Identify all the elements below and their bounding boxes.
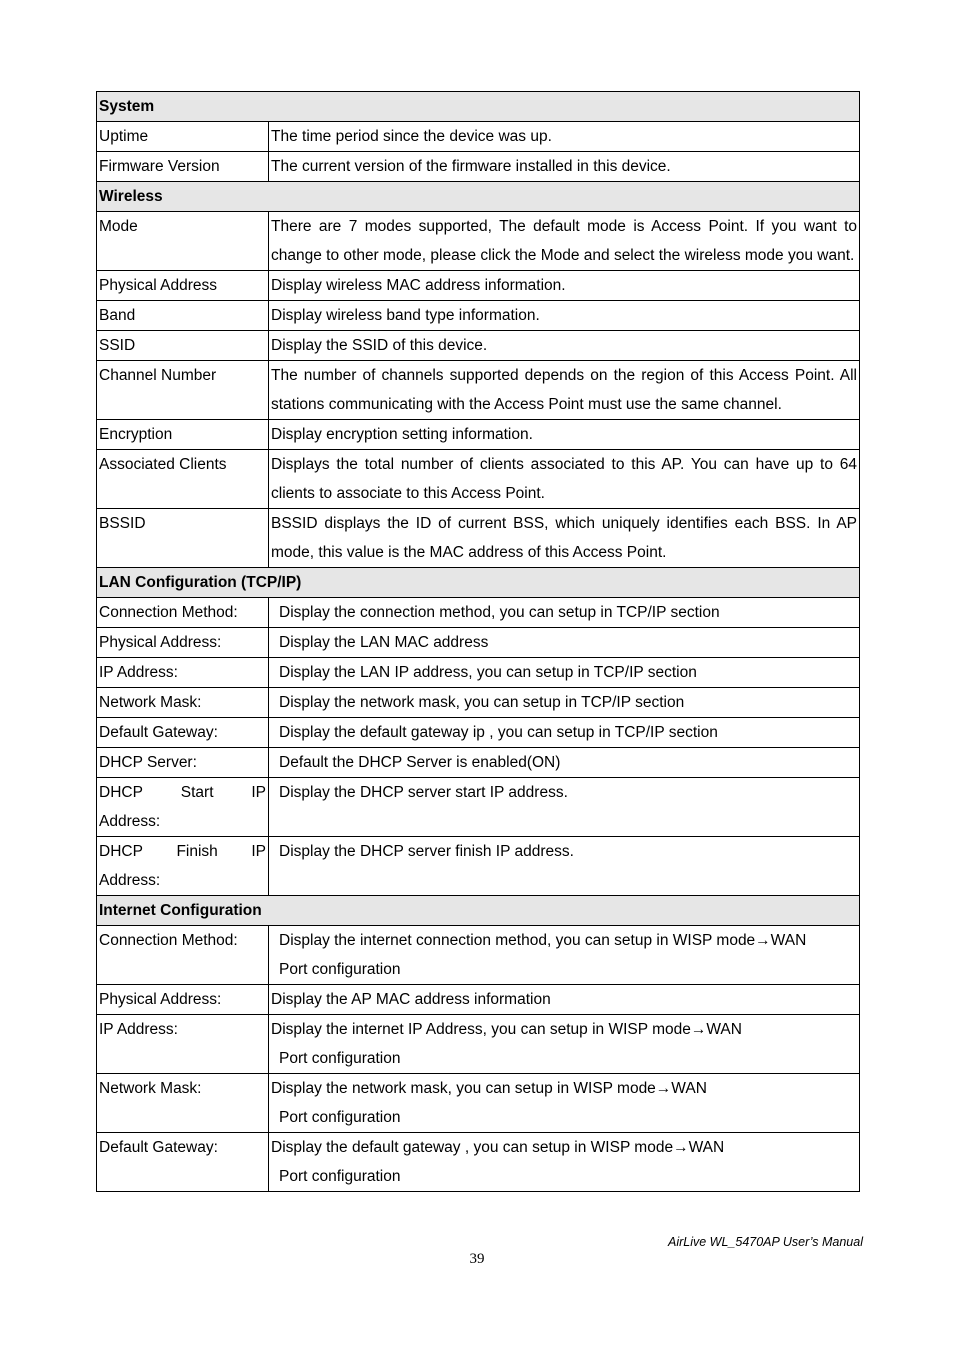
row-label: Physical Address bbox=[97, 271, 269, 301]
row-description: Display the LAN MAC address bbox=[269, 628, 860, 658]
table-row bbox=[97, 331, 860, 361]
table-row bbox=[97, 450, 860, 509]
section-header-lan bbox=[97, 568, 860, 598]
row-description bbox=[269, 926, 860, 985]
label-word: IP bbox=[251, 784, 266, 801]
row-label: IP Address: bbox=[97, 658, 269, 688]
manual-footer-title: AirLive WL_5470AP User’s Manual bbox=[667, 1235, 863, 1249]
row-label: Connection Method: bbox=[97, 926, 269, 985]
row-label: Firmware Version bbox=[97, 152, 269, 182]
row-label: Band bbox=[97, 301, 269, 331]
row-description: Display the network mask, you can setup in TCP/IP section bbox=[269, 688, 860, 718]
table-row bbox=[97, 628, 860, 658]
row-label: BSSID bbox=[97, 509, 269, 568]
label-word: DHCP bbox=[99, 843, 143, 860]
table-row bbox=[97, 122, 860, 152]
label-word: Finish bbox=[176, 843, 218, 860]
row-label: Channel Number bbox=[97, 361, 269, 420]
row-description: Display encryption setting information. bbox=[269, 420, 860, 450]
label-word: IP bbox=[251, 843, 266, 860]
row-description: The number of channels supported depends on the region of this Access Point. All stations communicating with the Access Point must use the same channel. bbox=[269, 361, 860, 420]
table-row bbox=[97, 718, 860, 748]
table-row bbox=[97, 1074, 860, 1133]
row-label-continuation: Address: bbox=[99, 872, 161, 889]
row-description-line: Display the internet IP Address, you can setup in WISP mode→WAN bbox=[271, 1021, 742, 1038]
row-description-line: Display the default gateway , you can setup in WISP mode→WAN bbox=[271, 1139, 725, 1156]
row-label: Default Gateway: bbox=[97, 718, 269, 748]
row-label bbox=[97, 837, 269, 896]
row-description: Displays the total number of clients associated to this AP. You can have up to 64 clients to associate to this Access Point. bbox=[269, 450, 860, 509]
row-label: DHCP Server: bbox=[97, 748, 269, 778]
section-title: LAN Configuration (TCP/IP) bbox=[97, 568, 860, 598]
row-label: Physical Address: bbox=[97, 985, 269, 1015]
row-label: Network Mask: bbox=[97, 688, 269, 718]
row-description-line: Display the internet connection method, you can setup in WISP mode→WAN bbox=[279, 932, 807, 949]
row-description bbox=[269, 1015, 860, 1074]
table-row bbox=[97, 212, 860, 271]
row-description-continuation: Port configuration bbox=[279, 1109, 401, 1126]
row-description-continuation: Port configuration bbox=[279, 961, 401, 978]
table-row bbox=[97, 748, 860, 778]
section-header-internet bbox=[97, 896, 860, 926]
row-label: Uptime bbox=[97, 122, 269, 152]
row-description: BSSID displays the ID of current BSS, which uniquely identifies each BSS. In AP mode, this value is the MAC address of this Access Point. bbox=[269, 509, 860, 568]
table-row bbox=[97, 152, 860, 182]
table-row bbox=[97, 271, 860, 301]
table-row bbox=[97, 985, 860, 1015]
row-description: Default the DHCP Server is enabled(ON) bbox=[269, 748, 860, 778]
table-row bbox=[97, 658, 860, 688]
row-description: Display the LAN IP address, you can setup in TCP/IP section bbox=[269, 658, 860, 688]
row-description-continuation: Port configuration bbox=[279, 1168, 401, 1185]
table-row bbox=[97, 420, 860, 450]
table-row bbox=[97, 837, 860, 896]
row-description: Display the DHCP server finish IP address. bbox=[269, 837, 860, 896]
row-label bbox=[97, 778, 269, 837]
row-label: Connection Method: bbox=[97, 598, 269, 628]
table-row bbox=[97, 926, 860, 985]
row-label: Associated Clients bbox=[97, 450, 269, 509]
row-label: Encryption bbox=[97, 420, 269, 450]
row-label: Physical Address: bbox=[97, 628, 269, 658]
row-label: IP Address: bbox=[97, 1015, 269, 1074]
row-description-line: Display the network mask, you can setup in WISP mode→WAN bbox=[271, 1080, 707, 1097]
row-description: Display the AP MAC address information bbox=[269, 985, 860, 1015]
label-word: DHCP bbox=[99, 784, 143, 801]
row-description: Display the SSID of this device. bbox=[269, 331, 860, 361]
row-label: SSID bbox=[97, 331, 269, 361]
row-description: Display the default gateway ip , you can setup in TCP/IP section bbox=[269, 718, 860, 748]
table-row bbox=[97, 361, 860, 420]
row-label-line bbox=[99, 837, 266, 866]
row-description: Display wireless band type information. bbox=[269, 301, 860, 331]
section-title: Wireless bbox=[97, 182, 860, 212]
table-row bbox=[97, 1133, 860, 1192]
row-description-continuation: Port configuration bbox=[279, 1050, 401, 1067]
table-row bbox=[97, 509, 860, 568]
table-row bbox=[97, 688, 860, 718]
section-title: System bbox=[97, 92, 860, 122]
row-description: There are 7 modes supported, The default mode is Access Point. If you want to change to other mode, please click the Mode and select the wireless mode you want. bbox=[269, 212, 860, 271]
label-word: Start bbox=[180, 784, 214, 801]
row-label: Default Gateway: bbox=[97, 1133, 269, 1192]
section-header-wireless bbox=[97, 182, 860, 212]
section-title: Internet Configuration bbox=[97, 896, 860, 926]
status-description-table bbox=[96, 91, 860, 1192]
row-description: Display the DHCP server start IP address. bbox=[269, 778, 860, 837]
table-row bbox=[97, 598, 860, 628]
table-row bbox=[97, 1015, 860, 1074]
table-row bbox=[97, 301, 860, 331]
table-row bbox=[97, 778, 860, 837]
row-description: Display wireless MAC address information. bbox=[269, 271, 860, 301]
row-label: Network Mask: bbox=[97, 1074, 269, 1133]
row-description: The time period since the device was up. bbox=[269, 122, 860, 152]
row-description: Display the connection method, you can setup in TCP/IP section bbox=[269, 598, 860, 628]
row-label: Mode bbox=[97, 212, 269, 271]
row-description: The current version of the firmware installed in this device. bbox=[269, 152, 860, 182]
section-header-system bbox=[97, 92, 860, 122]
row-label-continuation: Address: bbox=[99, 813, 161, 830]
row-label-line bbox=[99, 778, 266, 807]
row-description bbox=[269, 1133, 860, 1192]
page-number: 39 bbox=[469, 1251, 485, 1267]
row-description bbox=[269, 1074, 860, 1133]
